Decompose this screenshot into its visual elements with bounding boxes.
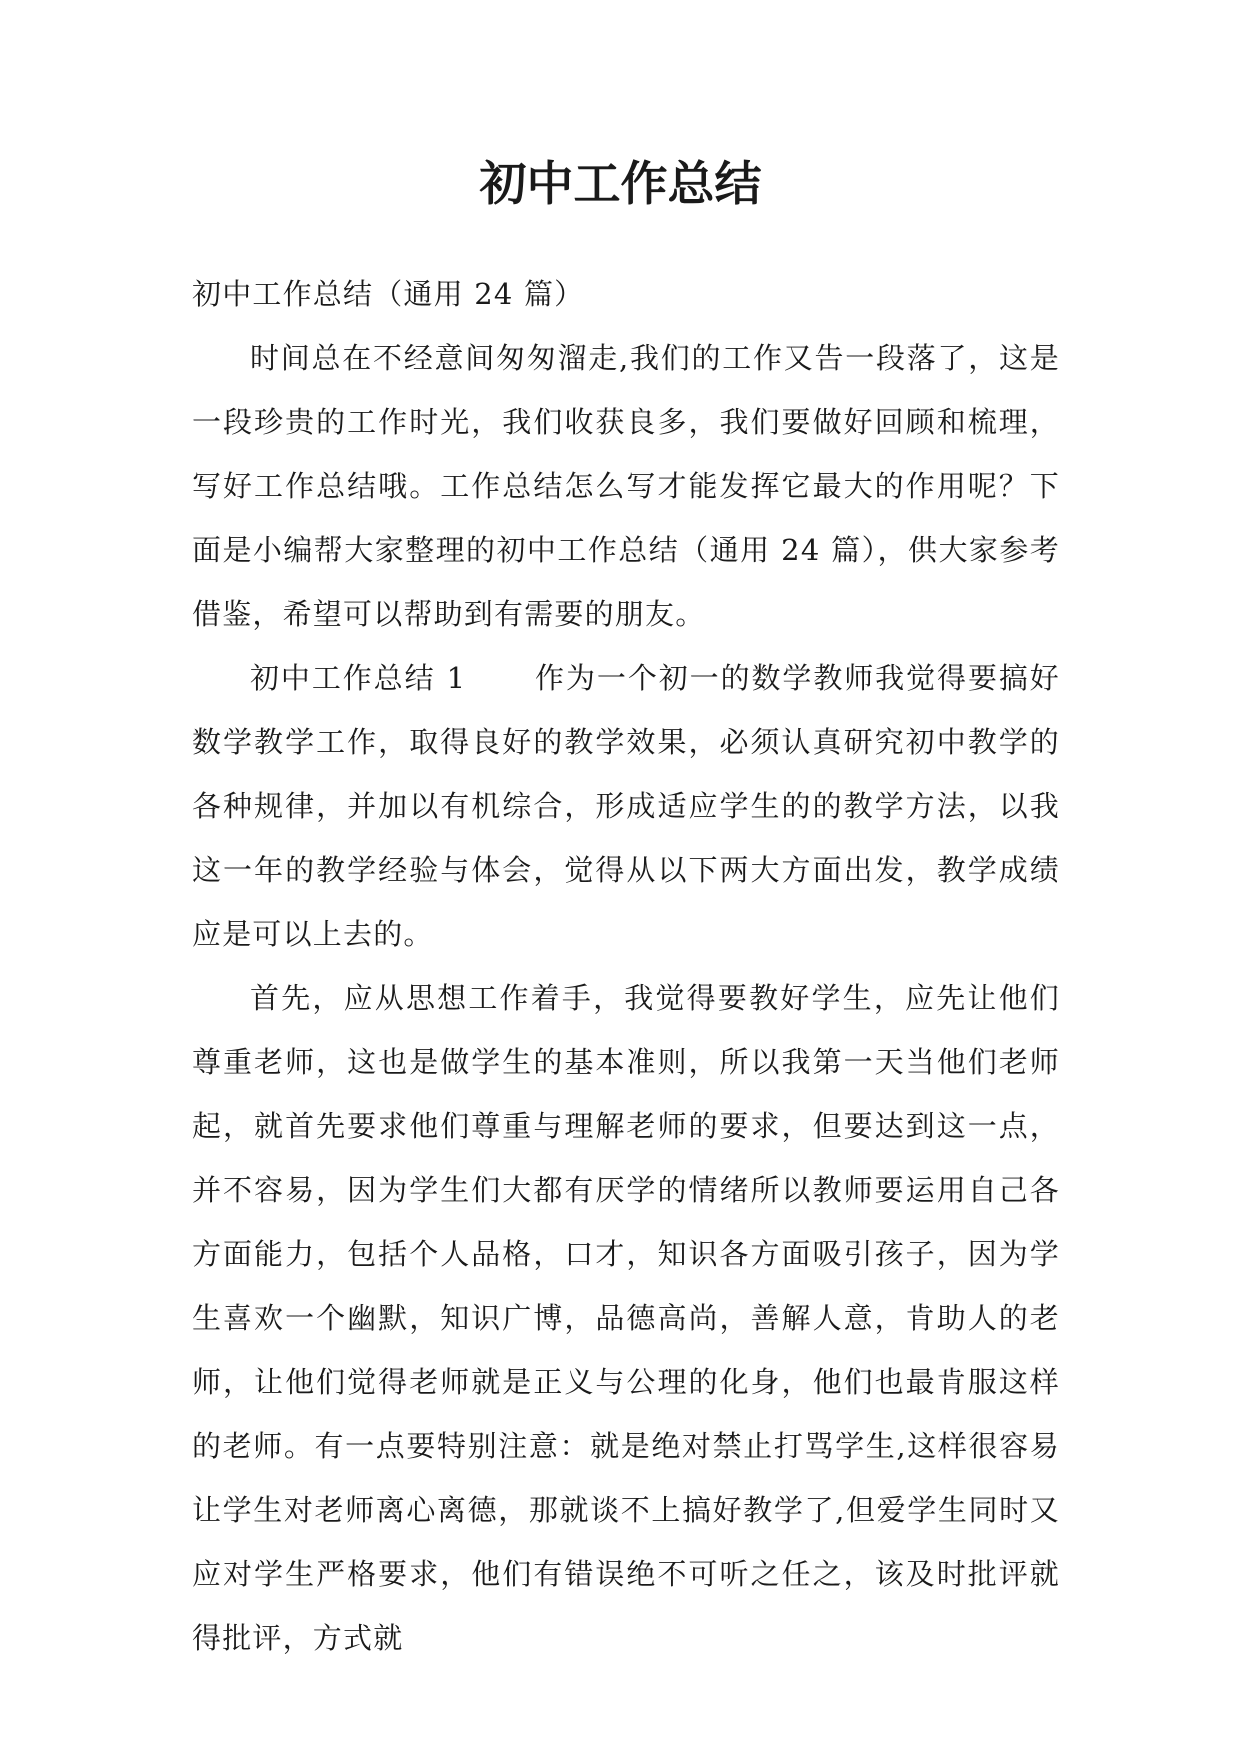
document-title: 初中工作总结	[479, 157, 762, 212]
section-1-heading: 初中工作总结 1	[250, 661, 467, 695]
section-1-text: 作为一个初一的数学教师我觉得要搞好数学教学工作，取得良好的教学效果，必须认真研究初中教学的各种规律，并加以有机综合，形成适应学生的的教学方法，以我这一年的教学经验与体会，觉得从以下两大方面出发，教学成绩应是可以上去的。	[192, 661, 1060, 951]
section-1-paragraph	[192, 646, 1060, 966]
body-paragraph-2: 首先，应从思想工作着手，我觉得要教好学生，应先让他们尊重老师，这也是做学生的基本准则，所以我第一天当他们老师起，就首先要求他们尊重与理解老师的要求，但要达到这一点，并不容易，因为学生们大都有厌学的情绪所以教师要运用自己各方面能力，包括个人品格，口才，知识各方面吸引孩子，因为学生喜欢一个幽默，知识广博，品德高尚，善解人意，肯助人的老师，让他们觉得老师就是正义与公理的化身，他们也最肯服这样的老师。有一点要特别注意：就是绝对禁止打骂学生,这样很容易让学生对老师离心离德，那就谈不上搞好教学了,但爱学生同时又应对学生严格要求，他们有错误绝不可听之任之，该及时批评就得批评，方式就	[192, 981, 1060, 1655]
document-body	[192, 262, 1060, 1670]
intro-paragraph: 时间总在不经意间匆匆溜走,我们的工作又告一段落了，这是一段珍贵的工作时光，我们收获良多，我们要做好回顾和梳理，写好工作总结哦。工作总结怎么写才能发挥它最大的作用呢？下面是小编帮大家整理的初中工作总结（通用 24 篇），供大家参考借鉴，希望可以帮助到有需要的朋友。	[192, 341, 1060, 631]
document-subtitle: 初中工作总结（通用 24 篇）	[192, 277, 585, 311]
